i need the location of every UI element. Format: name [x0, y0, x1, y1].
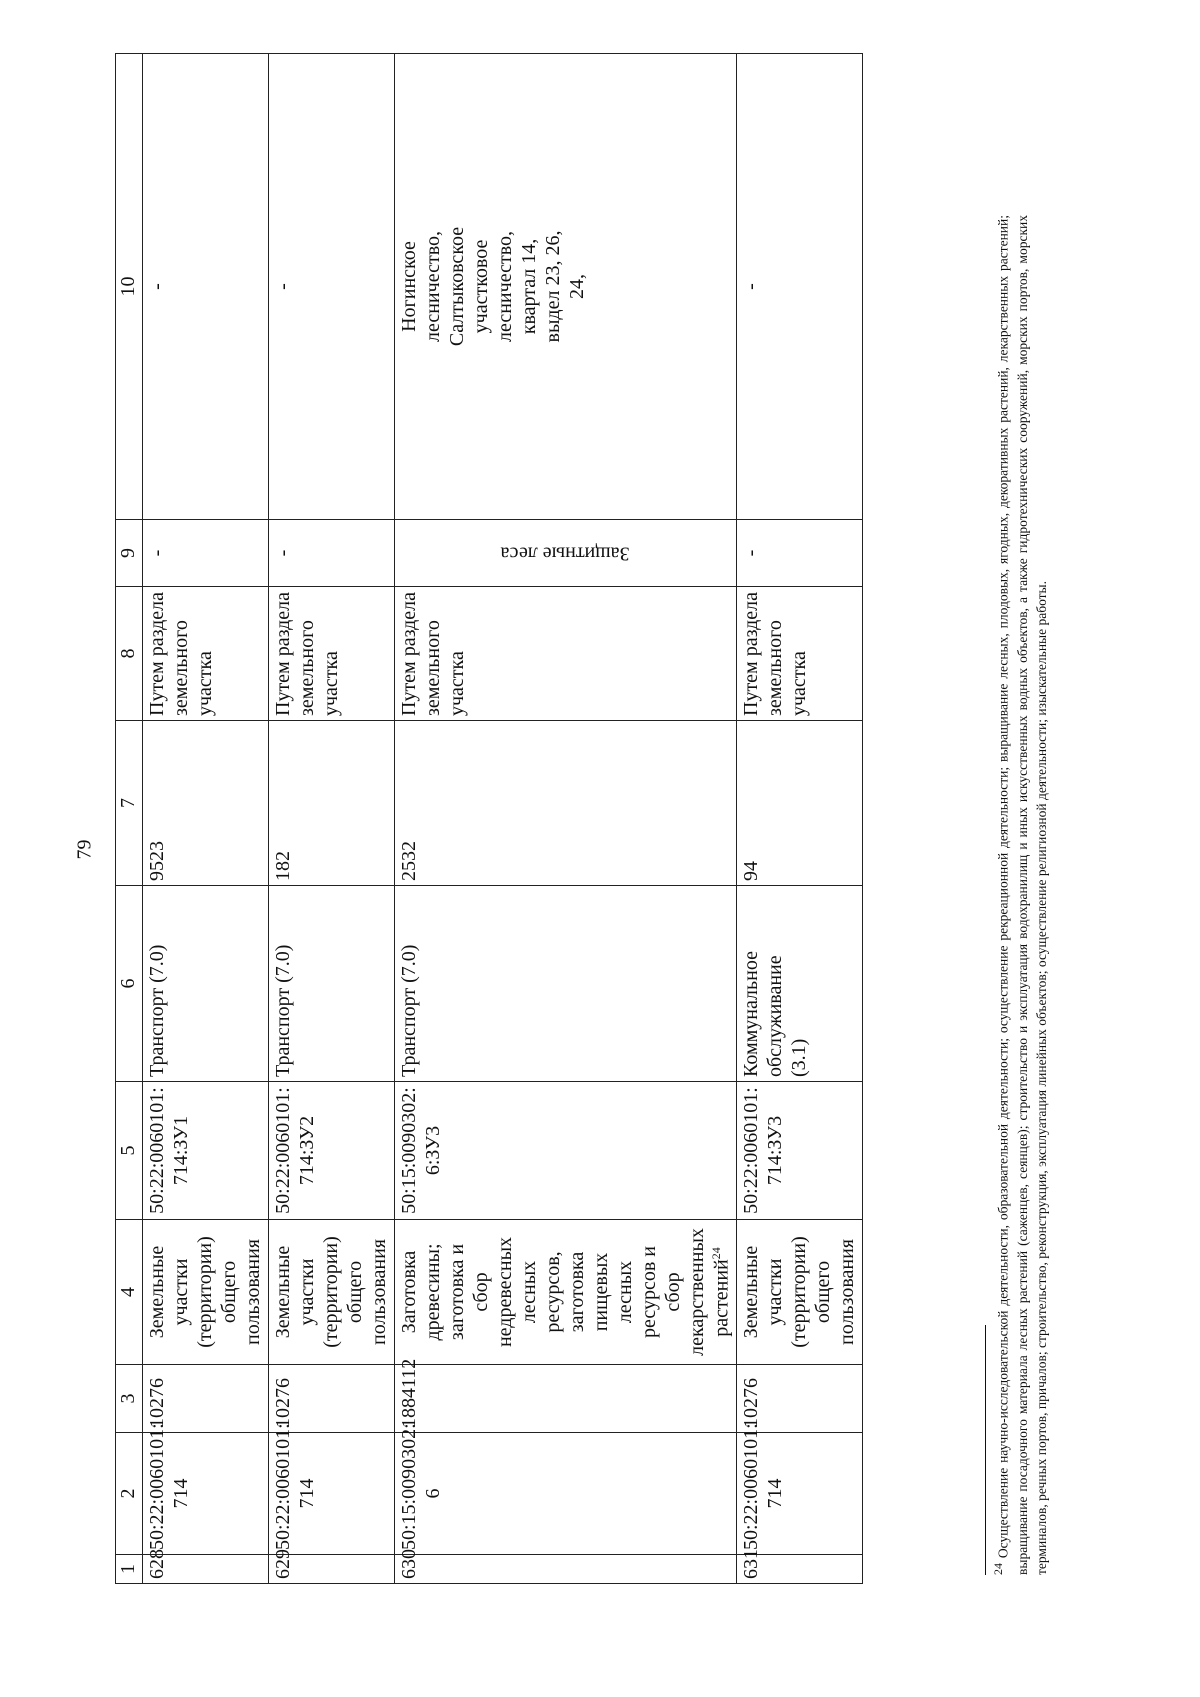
new-use-cell: Транспорт (7.0)	[395, 886, 737, 1082]
new-plot-number-cell: 50:15:0090302: 6:ЗУ3	[395, 1082, 737, 1220]
column-header: 5	[116, 1082, 143, 1220]
location-cell: -	[143, 54, 269, 520]
permitted-use-cell: Земельные участки (территории) общего пользования	[143, 1220, 269, 1365]
row-number-cell: 628	[143, 1555, 269, 1584]
permitted-use-cell: Земельные участки (территории) общего пользования	[736, 1220, 862, 1365]
category-cell: -	[736, 520, 862, 587]
table-row	[395, 54, 737, 1584]
new-area-cell: 182	[269, 721, 395, 886]
permitted-use-cell	[395, 1220, 737, 1365]
footnote	[985, 215, 1051, 1575]
source-cadastral-number-cell: 50:22:0060101: 714	[269, 1433, 395, 1555]
formation-method-cell: Путем раздела земельного участка	[269, 587, 395, 721]
source-area-cell: 1884112	[395, 1365, 737, 1433]
location-cell: -	[269, 54, 395, 520]
page-number: 79	[73, 839, 96, 860]
row-number-cell: 629	[269, 1555, 395, 1584]
protective-forests-label: Защитные леса	[500, 542, 630, 565]
column-header: 8	[116, 587, 143, 721]
new-plot-number-cell: 50:22:0060101: 714:ЗУ1	[143, 1082, 269, 1220]
location-cell: -	[736, 54, 862, 520]
new-use-cell: Транспорт (7.0)	[269, 886, 395, 1082]
formation-method-cell: Путем раздела земельного участка	[395, 587, 737, 721]
row-number-cell: 631	[736, 1555, 862, 1584]
new-use-cell: Транспорт (7.0)	[143, 886, 269, 1082]
new-area-cell: 94	[736, 721, 862, 886]
source-cadastral-number-cell: 50:22:0060101: 714	[736, 1433, 862, 1555]
column-header: 7	[116, 721, 143, 886]
column-header: 10	[116, 54, 143, 520]
category-cell: -	[269, 520, 395, 587]
source-cadastral-number-cell: 50:22:0060101: 714	[143, 1433, 269, 1555]
table-header-row	[116, 54, 143, 1584]
permitted-use-cell: Земельные участки (территории) общего пользования	[269, 1220, 395, 1365]
column-header: 2	[116, 1433, 143, 1555]
column-header: 1	[116, 1555, 143, 1584]
formation-method-cell: Путем раздела земельного участка	[736, 587, 862, 721]
table-row	[269, 54, 395, 1584]
source-area-cell: 10276	[736, 1365, 862, 1433]
new-area-cell: 2532	[395, 721, 737, 886]
land-plot-table	[115, 53, 863, 1584]
footnote-mark: 24	[991, 1563, 1005, 1575]
new-plot-number-cell: 50:22:0060101: 714:ЗУ3	[736, 1082, 862, 1220]
column-header: 6	[116, 886, 143, 1082]
category-cell: -	[143, 520, 269, 587]
new-plot-number-cell: 50:22:0060101: 714:ЗУ2	[269, 1082, 395, 1220]
column-header: 4	[116, 1220, 143, 1365]
table-row	[736, 54, 862, 1584]
footnote-reference: 24	[709, 1247, 723, 1260]
location-cell: Ногинское лесничество, Салтыковское участковое лесничество, квартал 14, выдел 23, 26, 24,	[395, 54, 737, 520]
category-cell	[395, 520, 737, 587]
footnote-text: Осуществление научно-исследовательской деятельности, образовательной деятельности; осуществление рекреационной деятельности; выращивание лесных, плодовых, ягодных, декоративных растений, лекарственных растений; выращивание посадочного материала лесных растений (саженцев, сеянцев); строительство и эксплуатация водохранилищ и иных искусственных водных объектов, а также гидротехнических сооружений, морских портов, морских терминалов, речных портов, причалов; строительство, реконструкция, эксплуатация линейных объектов; осуществление религиозной деятельности; изыскательные работы.	[995, 214, 1049, 1575]
rotated-table-container	[115, 54, 1065, 1584]
new-use-cell: Коммунальное обслуживание (3.1)	[736, 886, 862, 1082]
source-cadastral-number-cell: 50:15:0090302: 6	[395, 1433, 737, 1555]
row-number-cell: 630	[395, 1555, 737, 1584]
column-header: 9	[116, 520, 143, 587]
source-area-cell: 10276	[269, 1365, 395, 1433]
new-area-cell: 9523	[143, 721, 269, 886]
source-area-cell: 10276	[143, 1365, 269, 1433]
column-header: 3	[116, 1365, 143, 1433]
formation-method-cell: Путем раздела земельного участка	[143, 587, 269, 721]
permitted-use-text: Заготовка древесины; заготовка и сбор недревесных лесных ресурсов, заготовка пищевых лесных ресурсов и сбор лекарственных растений	[398, 1228, 733, 1356]
footnote-divider	[985, 1325, 986, 1575]
table-row	[143, 54, 269, 1584]
